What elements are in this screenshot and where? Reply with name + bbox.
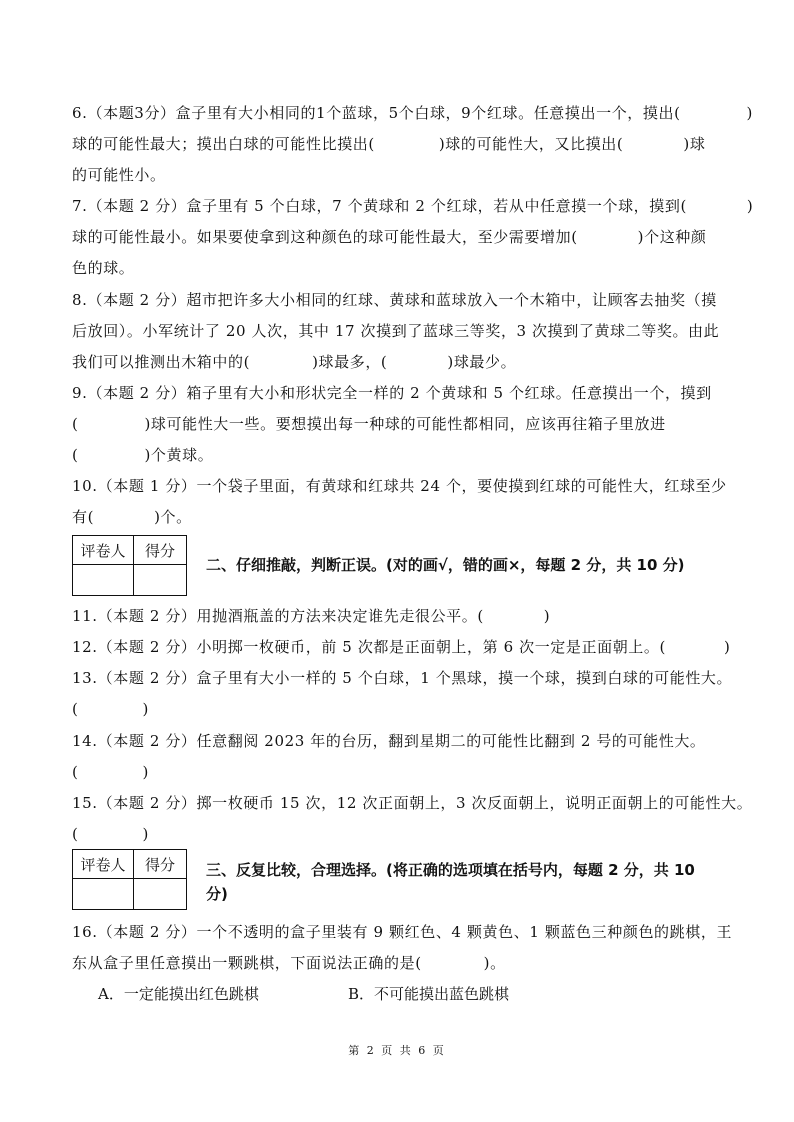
section-two-title: 二、仔细推敲，判断正误。(对的画√，错的画×，每题 2 分，共 10 分) [206, 556, 685, 574]
q14-line-2 [72, 761, 724, 783]
q11-line [72, 605, 724, 627]
section-three-header [72, 849, 724, 913]
q9-text-3: )个黄球。 [144, 446, 214, 464]
q10-line-2 [72, 506, 724, 528]
q13-line-1 [72, 667, 733, 689]
q11-text: 11.（本题 2 分）用抛酒瓶盖的方法来决定谁先走很公平。( [72, 607, 484, 625]
q6-line-1 [72, 102, 753, 124]
score-label: 得分 [134, 850, 187, 879]
grader-label: 评卷人 [73, 536, 134, 565]
q13-line-2 [72, 698, 724, 720]
q7-text: 7.（本题 2 分）盒子里有 5 个白球，7 个黄球和 2 个红球，若从中任意摸一个球，摸到( [72, 197, 687, 215]
score-label: 得分 [134, 536, 187, 565]
section-two-header [72, 535, 724, 597]
q13-paren-close: ) [142, 700, 149, 718]
q15-text: 15.（本题 2 分）掷一枚硬币 15 次，12 次正面朝上，3 次反面朝上，说明正面朝上的可能性大。 [72, 794, 753, 812]
q7-line-1 [72, 195, 754, 217]
q10-text: 10.（本题 1 分）一个袋子里面，有黄球和红球共 24 个，要使摸到红球的可能性大，红球至少 [72, 477, 727, 495]
q8-text-4: )球最多，( [312, 353, 388, 371]
q7-line-3 [72, 257, 724, 279]
q15-line-1 [72, 792, 753, 814]
q8-text-5: )球最少。 [447, 353, 517, 371]
q9-paren-2: ( [72, 446, 79, 464]
q8-text-3: 我们可以推测出木箱中的( [72, 353, 251, 371]
q8-text-2: 后放回）。小军统计了 20 人次，其中 17 次摸到了蓝球三等奖，3 次摸到了黄球二等奖。由此 [72, 322, 720, 340]
q9-line-2 [72, 413, 724, 435]
q16-line-2 [72, 952, 724, 974]
grader-cell [73, 879, 134, 910]
q14-paren-open: ( [72, 763, 79, 781]
q7-text-4: 色的球。 [72, 259, 135, 277]
q6-line-3 [72, 164, 724, 186]
q9-text: 9.（本题 2 分）箱子里有大小和形状完全一样的 2 个黄球和 5 个红球。任意摸出一个，摸到 [72, 384, 712, 402]
q9-paren-1: ( [72, 415, 79, 433]
q7-paren: ) [746, 197, 754, 215]
q13-text: 13.（本题 2 分）盒子里有大小一样的 5 个白球，1 个黑球，摸一个球，摸到白球的可能性大。 [72, 669, 733, 687]
q6-text-3: )球的可能性大，又比摸出( [438, 135, 624, 153]
score-box-section-two [72, 535, 187, 596]
q6-text: 6.（本题3分）盒子里有大小相同的1个蓝球，5个白球，9个红球。任意摸出一个，摸出( [72, 104, 681, 122]
q6-line-2 [72, 133, 724, 155]
q8-line-3 [72, 351, 724, 373]
q7-text-3: )个这种颜 [637, 228, 707, 246]
q11-paren: ) [543, 607, 551, 625]
score-box-section-three [72, 849, 187, 910]
q7-text-2: 球的可能性最小。如果要使拿到这种颜色的球可能性最大，至少需要增加( [72, 228, 578, 246]
q14-text: 14.（本题 2 分）任意翻阅 2023 年的台历，翻到星期二的可能性比翻到 2 号的可能性大。 [72, 732, 706, 750]
q9-text-2: )球可能性大一些。要想摸出每一种球的可能性都相同，应该再往箱子里放进 [144, 415, 666, 433]
q8-text: 8.（本题 2 分）超市把许多大小相同的红球、黄球和蓝球放入一个木箱中，让顾客去抽奖（摸 [72, 291, 717, 309]
q8-line-1 [72, 289, 724, 311]
q15-line-2 [72, 823, 724, 845]
q14-line-1 [72, 730, 724, 752]
score-cell [134, 565, 187, 596]
grader-cell [73, 565, 134, 596]
q10-text-2: 有( [72, 508, 95, 526]
score-cell [134, 879, 187, 910]
q16-text: 16.（本题 2 分）一个不透明的盒子里装有 9 颗红色、4 颗黄色、1 颗蓝色三种颜色的跳棋，王 [72, 923, 733, 941]
q16-line-1 [72, 921, 733, 943]
q9-line-3 [72, 444, 724, 466]
q15-paren-open: ( [72, 825, 79, 843]
q16-text-2: 东从盒子里任意摸出一颗跳棋，下面说法正确的是( [72, 954, 422, 972]
q12-text: 12.（本题 2 分）小明掷一枚硬币，前 5 次都是正面朝上，第 6 次一定是正面朝上。( [72, 638, 666, 656]
choice-a[interactable]: A．一定能摸出红色跳棋 [98, 985, 259, 1003]
q13-paren-open: ( [72, 700, 79, 718]
section-three-title-1: 三、反复比较，合理选择。(将正确的选项填在括号内，每题 2 分，共 10 [206, 861, 695, 879]
grader-label: 评卷人 [73, 850, 134, 879]
q10-line-1 [72, 475, 727, 497]
choice-b[interactable]: B．不可能摸出蓝色跳棋 [348, 985, 510, 1003]
q15-paren-close: ) [142, 825, 149, 843]
q6-text-4: )球 [683, 135, 706, 153]
q6-paren: ) [746, 104, 753, 122]
section-three-title-2: 分) [206, 885, 228, 903]
q9-line-1 [72, 382, 724, 404]
q7-line-2 [72, 226, 724, 248]
page-number: 第 2 页 共 6 页 [348, 1044, 446, 1057]
q12-line [72, 636, 731, 658]
q12-paren: ) [723, 638, 731, 656]
q8-line-2 [72, 320, 724, 342]
q16-text-3: )。 [483, 954, 506, 972]
q6-text-5: 的可能性小。 [72, 166, 166, 184]
q6-text-2: 球的可能性最大；摸出白球的可能性比摸出( [72, 135, 375, 153]
q10-text-3: )个。 [154, 508, 192, 526]
q14-paren-close: ) [142, 763, 149, 781]
